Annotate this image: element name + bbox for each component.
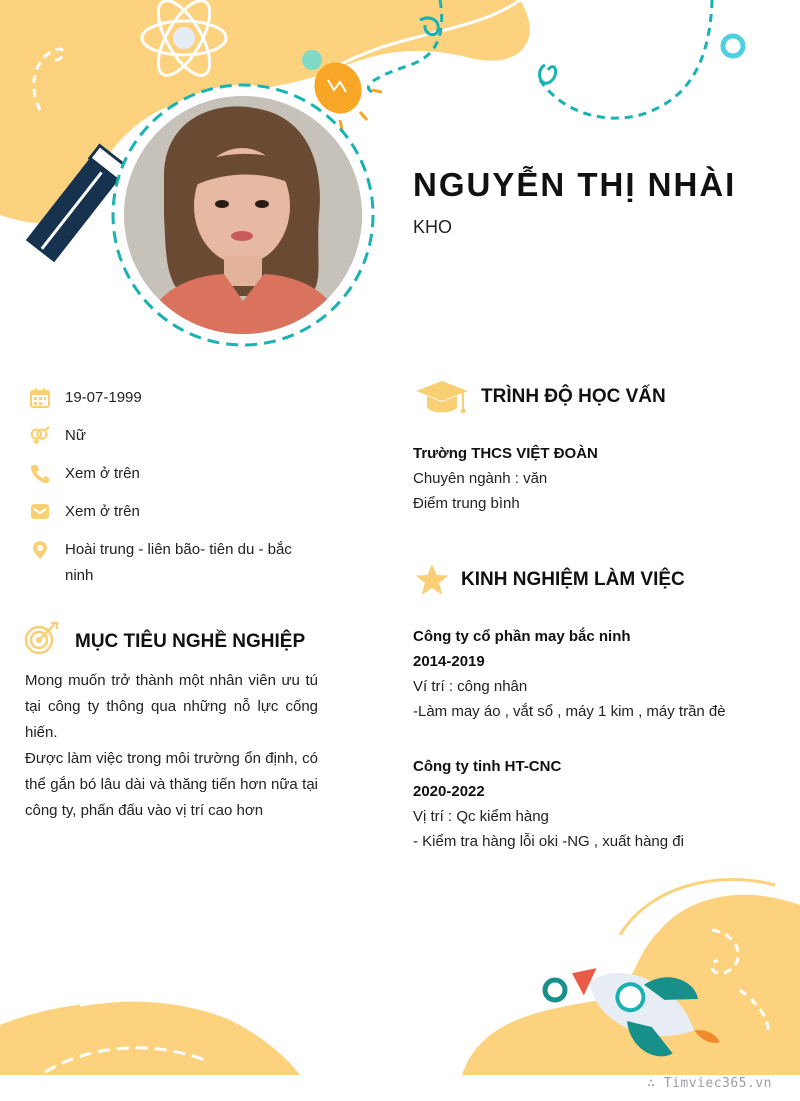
target-icon bbox=[24, 620, 60, 656]
watermark: ∴ Timviec365.vn bbox=[647, 1076, 772, 1091]
profile-photo-frame bbox=[110, 82, 376, 348]
candidate-position: KHO bbox=[413, 217, 453, 237]
profile-photo bbox=[124, 96, 362, 334]
phone-text: Xem ở trên bbox=[65, 465, 140, 482]
info-dob bbox=[30, 388, 305, 411]
job-description: -Làm may áo , vắt sổ , máy 1 kim , máy trần đè bbox=[413, 703, 726, 720]
gender-icon bbox=[30, 426, 50, 446]
calendar-icon bbox=[30, 388, 50, 408]
address-text: Hoài trung - liên bão- tiên du - bắc ninh bbox=[65, 541, 292, 584]
email-text: Xem ở trên bbox=[65, 503, 140, 520]
education-block bbox=[413, 441, 773, 516]
info-phone bbox=[30, 464, 305, 487]
job-role: Ví trí : công nhân bbox=[413, 678, 528, 695]
candidate-name: NGUYỄN THỊ NHÀI bbox=[413, 166, 737, 203]
info-email bbox=[30, 502, 305, 525]
education-major: Chuyên ngành : văn bbox=[413, 470, 548, 487]
objective-heading: MỤC TIÊU NGHỀ NGHIỆP bbox=[75, 631, 306, 652]
mail-icon bbox=[30, 502, 50, 522]
job-company: Công ty cổ phần may bắc ninh bbox=[413, 628, 631, 645]
job-description: - Kiểm tra hàng lỗi oki -NG , xuất hàng đi bbox=[413, 833, 684, 850]
graduation-cap-icon bbox=[414, 380, 470, 416]
phone-icon bbox=[30, 464, 50, 484]
dob-text: 19-07-1999 bbox=[65, 389, 142, 406]
star-icon bbox=[414, 563, 450, 597]
objective-paragraph: Mong muốn trở thành một nhân viên ưu tú tại công ty thông qua những nỗ lực cống hiến. bbox=[25, 672, 318, 741]
experience-job bbox=[413, 624, 773, 724]
objective-paragraph: Được làm việc trong môi trường ổn định, có thể gắn bó lâu dài và thăng tiến hơn nữa tại công ty, phấn đấu vào vị trí cao hơn bbox=[25, 750, 318, 819]
education-school: Trường THCS VIỆT ĐOÀN bbox=[413, 445, 598, 462]
gender-text: Nữ bbox=[65, 427, 86, 444]
location-icon bbox=[30, 540, 50, 560]
education-heading: TRÌNH ĐỘ HỌC VẤN bbox=[481, 386, 666, 407]
objective-text bbox=[25, 668, 318, 824]
job-company: Công ty tinh HT-CNC bbox=[413, 758, 562, 775]
info-address bbox=[30, 540, 305, 589]
experience-heading: KINH NGHIỆM LÀM VIỆC bbox=[461, 569, 685, 590]
job-period: 2014-2019 bbox=[413, 653, 485, 670]
education-gpa: Điểm trung bình bbox=[413, 495, 520, 512]
info-gender bbox=[30, 426, 305, 449]
experience-job bbox=[413, 754, 773, 854]
job-role: Vị trí : Qc kiểm hàng bbox=[413, 808, 549, 825]
job-period: 2020-2022 bbox=[413, 783, 485, 800]
